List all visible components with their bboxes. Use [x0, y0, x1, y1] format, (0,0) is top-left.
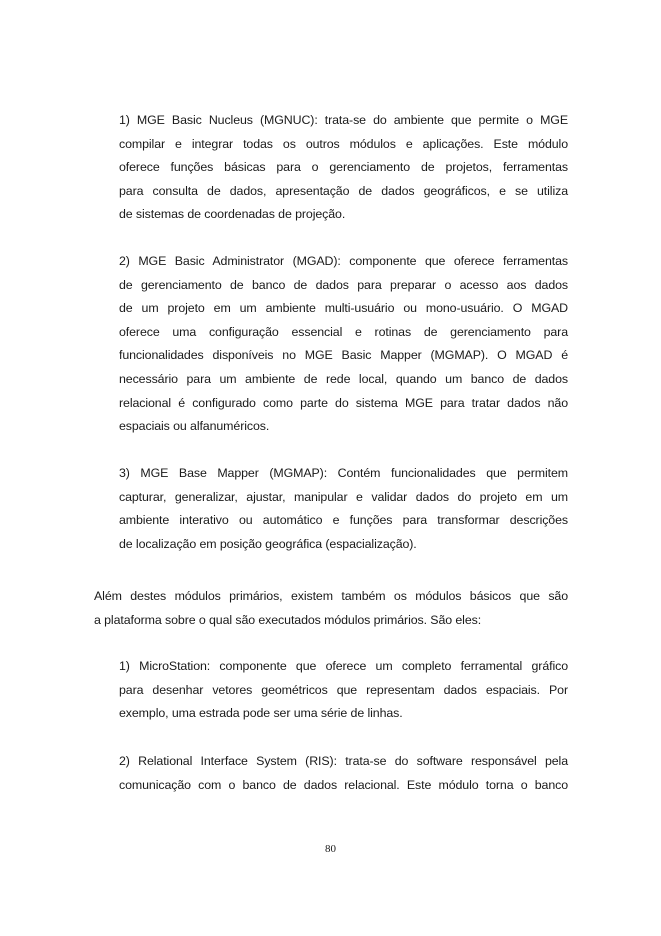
text-line: ambiente interativo ou automático e funções para transformar descrições — [119, 513, 568, 528]
text-line: de um projeto em um ambiente multi-usuário ou mono-usuário. O MGAD — [119, 301, 568, 316]
paragraph-modulos-basicos — [94, 585, 568, 632]
paragraph-mgmap — [119, 462, 568, 556]
text-line: exemplo, uma estrada pode ser uma série de linhas. — [119, 706, 403, 721]
text-line: comunicação com o banco de dados relacional. Este módulo torna o banco — [119, 777, 568, 792]
text-line: capturar, generalizar, ajustar, manipular e validar dados do projeto em um — [119, 489, 568, 504]
text-line: 1) MGE Basic Nucleus (MGNUC): trata-se do ambiente que permite o MGE — [119, 113, 568, 127]
paragraph-mgnuc — [119, 109, 568, 227]
text-line: a plataforma sobre o qual são executados módulos primários. São eles: — [94, 612, 482, 627]
text-line: oferece funções básicas para o gerenciamento de projetos, ferramentas — [119, 160, 568, 175]
text-line: 1) MicroStation: componente que oferece um completo ferramental gráfico — [119, 659, 568, 673]
paragraph-mgad — [119, 250, 568, 439]
text-line: oferece uma configuração essencial e rotinas de gerenciamento para — [119, 324, 568, 339]
text-line: para desenhar vetores geométricos que representam dados espaciais. Por — [119, 682, 568, 697]
text-line: Além destes módulos primários, existem também os módulos básicos que são — [94, 589, 568, 603]
text-line: 2) Relational Interface System (RIS): trata-se do software responsável pela — [119, 754, 568, 768]
paragraph-microstation — [119, 655, 568, 726]
text-line: de sistemas de coordenadas de projeção. — [119, 207, 346, 222]
text-line: de gerenciamento de banco de dados para preparar o acesso aos dados — [119, 277, 568, 292]
text-line: funcionalidades disponíveis no MGE Basic Mapper (MGMAP). O MGAD é — [119, 348, 568, 363]
text-line: 2) MGE Basic Administrator (MGAD): componente que oferece ferramentas — [119, 254, 568, 268]
text-line: compilar e integrar todas os outros módulos e aplicações. Este módulo — [119, 136, 568, 151]
text-line: relacional é configurado como parte do sistema MGE para tratar dados não — [119, 395, 568, 410]
text-line: espaciais ou alfanuméricos. — [119, 419, 270, 434]
text-line: necessário para um ambiente de rede local, quando um banco de dados — [119, 371, 568, 386]
text-line: 3) MGE Base Mapper (MGMAP): Contém funcionalidades que permitem — [119, 466, 568, 480]
page-number: 80 — [325, 843, 336, 855]
text-line: para consulta de dados, apresentação de dados geográficos, e se utiliza — [119, 183, 568, 198]
text-line: de localização em posição geográfica (espacialização). — [119, 536, 417, 551]
paragraph-ris — [119, 750, 568, 797]
